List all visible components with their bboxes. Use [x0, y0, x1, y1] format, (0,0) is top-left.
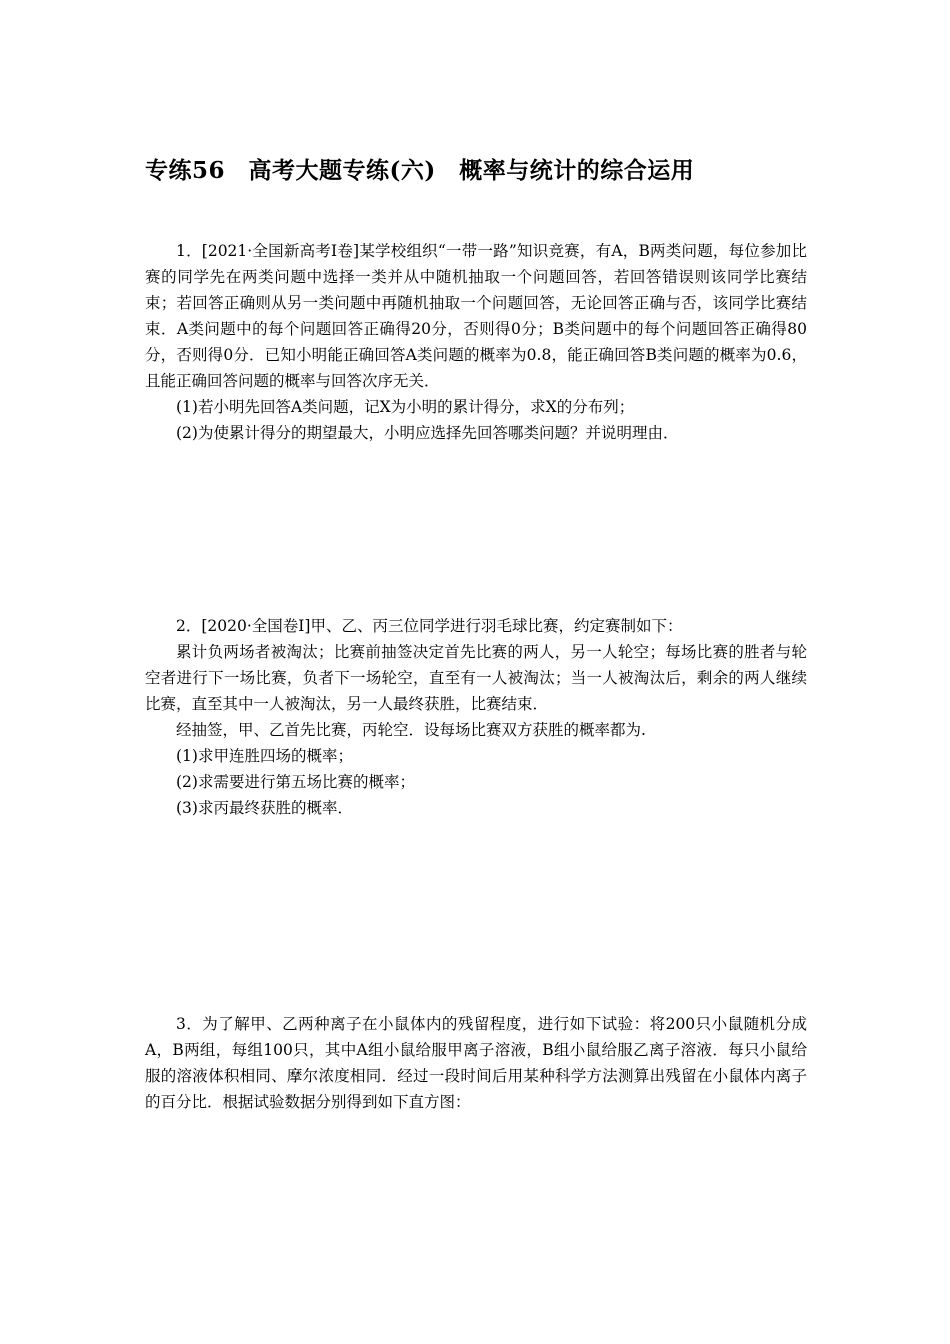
problem-2-stem: 2．[2020·全国卷Ⅰ]甲、乙、丙三位同学进行羽毛球比赛，约定赛制如下：	[176, 617, 683, 635]
problem-1-stem: 1．[2021·全国新高考Ⅰ卷]某学校组织“一带一路”知识竞赛，有A，B两类问题，每位参加比赛的同学先在两类问题中选择一类并从中随机抽取一个问题回答，若回答错误则该同学比赛结束；若回答正确则从另一类问题中再随机抽取一个问题回答，无论回答正确与否，该同学比赛结束．A类问题中的每个问题回答正确得20分，否则得0分；B类问题中的每个问题回答正确得80分，否则得0分．已知小明能正确回答A类问题的概率为0.8，能正确回答B类问题的概率为0.6，且能正确回答问题的概率与回答次序无关．	[145, 242, 807, 390]
problem-2-setup: 经抽签，甲、乙首先比赛，丙轮空．设每场比赛双方获胜的概率都为.	[176, 721, 646, 739]
problem-1	[145, 238, 807, 446]
problem-2-part-3: (3)求丙最终获胜的概率．	[176, 799, 353, 817]
problem-1-part-1: (1)若小明先回答A类问题，记X为小明的累计得分，求X的分布列；	[176, 398, 635, 416]
problem-2-rules: 累计负两场者被淘汰；比赛前抽签决定首先比赛的两人，另一人轮空；每场比赛的胜者与轮空者进行下一场比赛，负者下一场轮空，直至有一人被淘汰；当一人被淘汰后，剩余的两人继续比赛，直至其中一人被淘汰，另一人最终获胜，比赛结束．	[145, 643, 807, 713]
problem-1-part-2: (2)为使累计得分的期望最大，小明应选择先回答哪类问题？并说明理由．	[176, 424, 679, 442]
page-title: 专练56 高考大题专练(六) 概率与统计的综合运用	[145, 157, 695, 184]
problem-3-stem: 3．为了解甲、乙两种离子在小鼠体内的残留程度，进行如下试验：将200只小鼠随机分成A，B两组，每组100只，其中A组小鼠给服甲离子溶液，B组小鼠给服乙离子溶液．每只小鼠给服的溶液体积相同、摩尔浓度相同．经过一段时间后用某种科学方法测算出残留在小鼠体内离子的百分比．根据试验数据分别得到如下直方图：	[145, 1015, 807, 1111]
problem-3	[145, 1011, 807, 1115]
problem-2-part-1: (1)求甲连胜四场的概率；	[176, 747, 353, 765]
problem-2	[145, 613, 807, 821]
problem-2-part-2: (2)求需要进行第五场比赛的概率；	[176, 773, 415, 791]
